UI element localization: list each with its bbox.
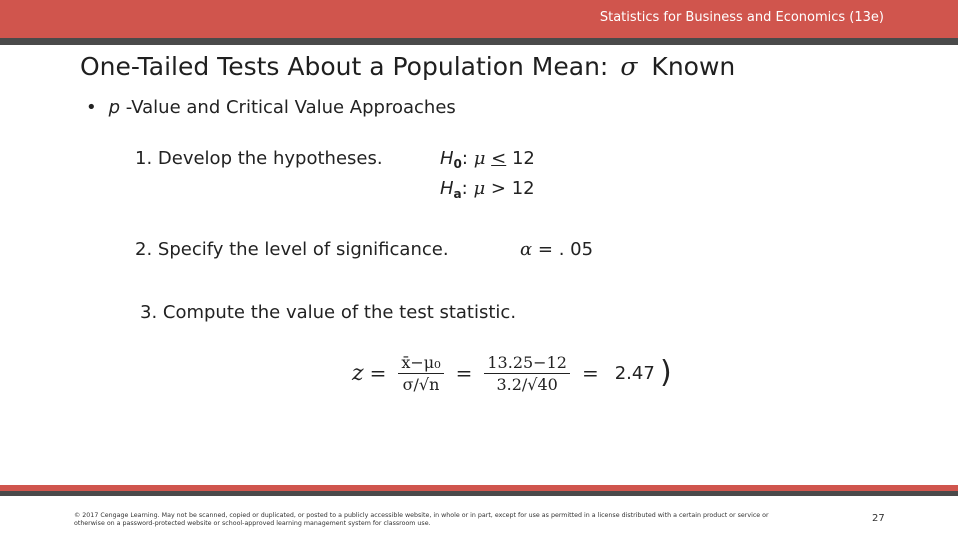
ha-operator: > <box>490 178 506 199</box>
slide-title <box>80 52 735 81</box>
formula-equals-2: = <box>455 361 473 385</box>
bullet-p: p <box>108 97 121 118</box>
header-bar <box>0 0 958 38</box>
h0-letter: H <box>440 148 454 169</box>
step-3: 3. Compute the value of the test statistic. <box>140 302 517 323</box>
fraction-denominator-symbolic: σ/√n <box>402 374 440 394</box>
step-1: 1. Develop the hypotheses. <box>135 148 383 169</box>
title-sigma: σ <box>620 52 638 81</box>
formula-fraction-numeric <box>484 353 570 394</box>
footer-stripe-gray <box>0 491 958 496</box>
significance-level <box>520 239 593 260</box>
step-2: 2. Specify the level of significance. <box>135 239 449 260</box>
title-suffix: Known <box>651 52 736 81</box>
formula-z: z <box>352 360 364 386</box>
test-statistic-formula <box>352 347 655 399</box>
null-hypothesis: $H_0$: μ < 12 <box>440 148 535 171</box>
fraction-denominator-numeric: 3.2/√40 <box>496 374 558 394</box>
ha-mu: μ <box>473 178 486 199</box>
alternative-hypothesis: $H_a$: μ > 12 <box>440 178 535 201</box>
formula-equals-3: = <box>581 361 599 385</box>
formula-fraction-symbolic <box>398 353 443 394</box>
header-stripe <box>0 38 958 45</box>
formula-equals-1: = <box>369 361 387 385</box>
formula-result: 2.47 <box>614 362 655 384</box>
fraction-numerator-numeric: 13.25−12 <box>484 353 570 374</box>
course-title: Statistics for Business and Economics (13e) <box>599 10 884 25</box>
h0-value: 12 <box>511 148 535 169</box>
bullet-dot: • <box>86 97 97 118</box>
copyright-notice: © 2017 Cengage Learning. May not be scanned, copied or duplicated, or posted to a publicly accessible website, in whole or in part, except for use as permitted in a license distributed with a certain product or service or otherwise on a password-protected website or school-approved learning management system for classroom use. <box>74 512 769 527</box>
alpha-value: = . 05 <box>537 239 594 260</box>
bullet-approaches <box>86 97 456 118</box>
ha-value: 12 <box>511 178 535 199</box>
page-number: 27 <box>872 513 885 524</box>
h0-mu: μ <box>473 148 486 169</box>
ha-subscript: a <box>453 187 462 201</box>
h0-subscript: 0 <box>453 157 462 171</box>
bullet-text: -Value and Critical Value Approaches <box>125 97 456 118</box>
closing-parenthesis: ) <box>660 355 672 390</box>
ha-letter: H <box>440 178 454 199</box>
alpha-symbol: α <box>520 239 533 260</box>
fraction-numerator-symbolic: x̄−μ₀ <box>398 353 443 374</box>
h0-operator: < <box>491 148 507 169</box>
title-text: One-Tailed Tests About a Population Mean: <box>80 52 609 81</box>
